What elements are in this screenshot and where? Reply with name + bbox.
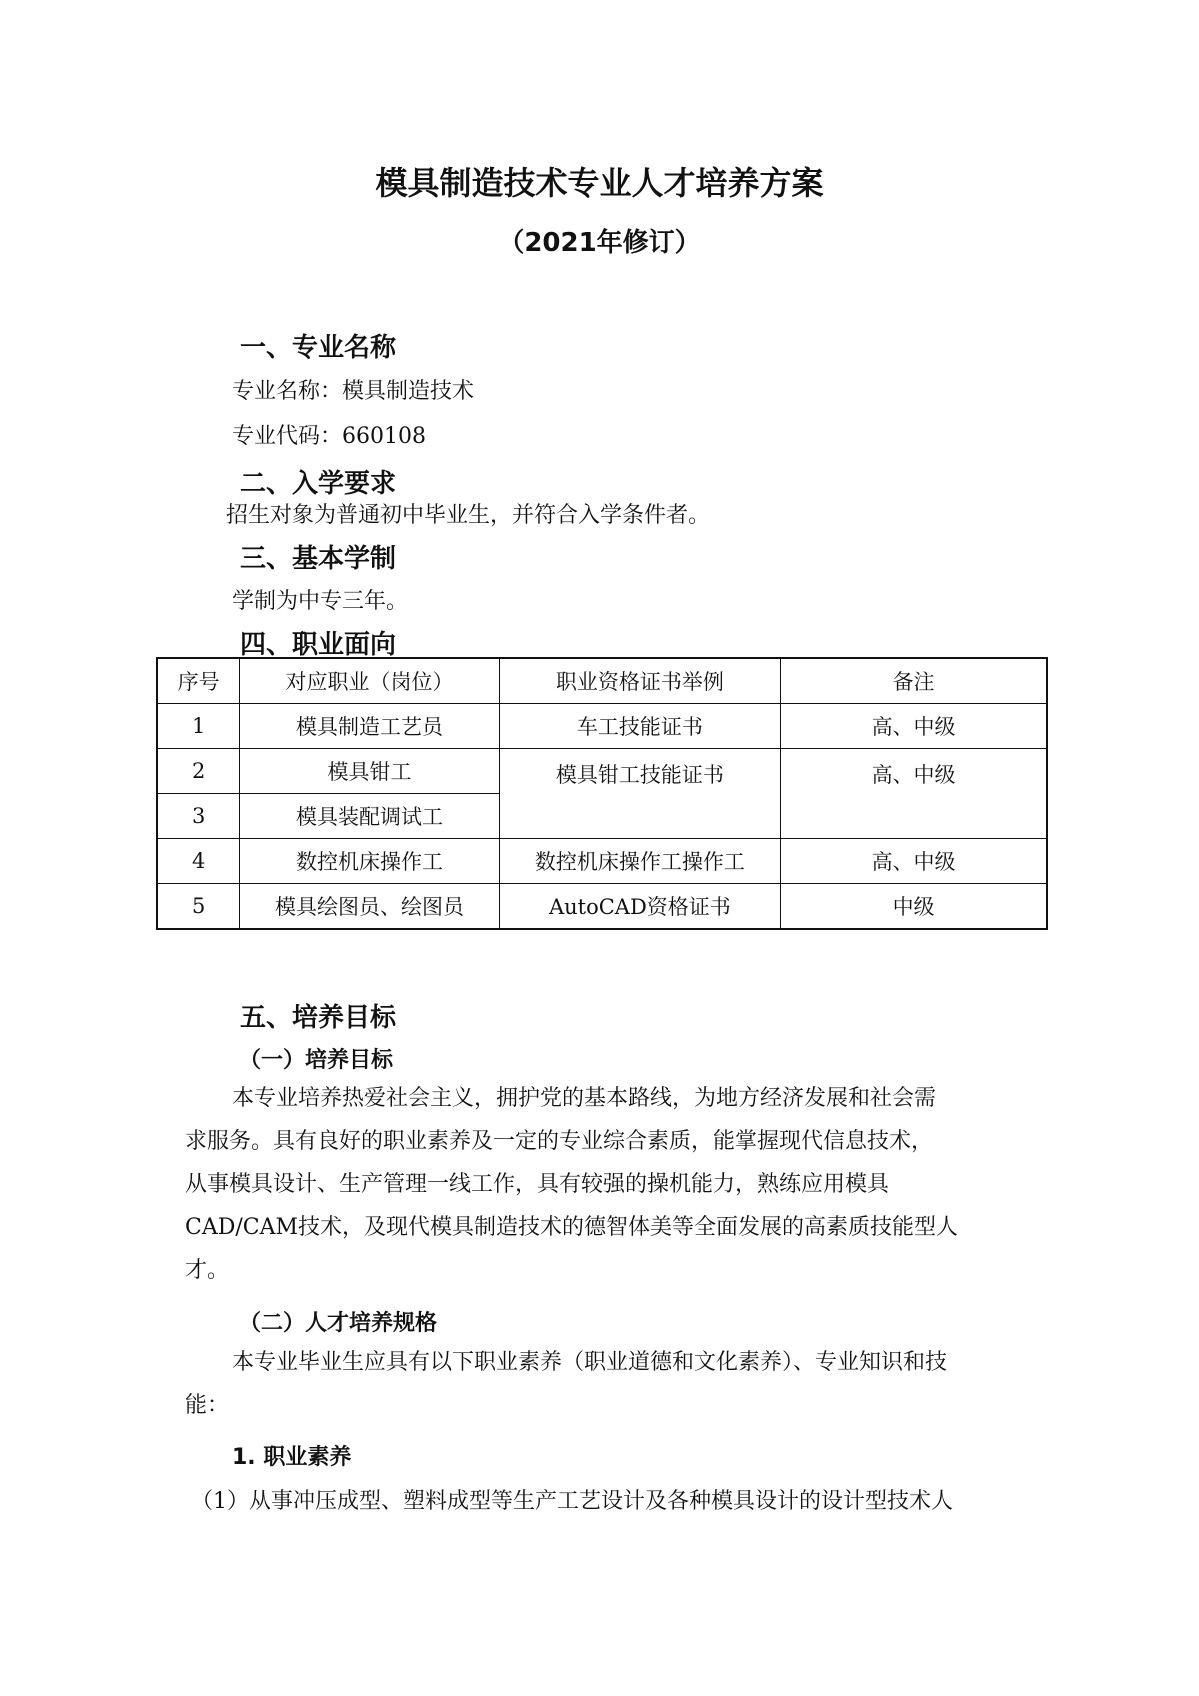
row-job: 模具制造工艺员 [240,704,499,749]
table-header-row [157,658,1047,704]
header-cert: 职业资格证书举例 [499,658,780,704]
row-note: 中级 [781,884,1047,930]
document-title: 模具制造技术专业人才培养方案 [375,164,824,202]
row-cert: 车工技能证书 [499,704,780,749]
subsection-heading-goals: （一）培养目标 [239,1048,394,1073]
row-job: 模具绘图员、绘图员 [240,884,499,930]
row-cert: AutoCAD资格证书 [499,884,780,930]
section-heading-duration: 三、基本学制 [240,544,397,574]
table-row [157,749,1047,794]
goals-paragraph [185,1077,1025,1292]
career-table [156,657,1048,930]
specs-paragraph [185,1341,1025,1427]
table-row [157,704,1047,749]
section-heading-career: 四、职业面向 [240,630,397,660]
row-no: 1 [157,704,240,749]
table-row [157,839,1047,884]
paragraph-line: 本专业培养热爱社会主义，拥护党的基本路线，为地方经济发展和社会需 [232,1086,937,1111]
item-heading-professionalism: 1. 职业素养 [232,1445,352,1470]
subsection-heading-specs: （二）人才培养规格 [239,1311,438,1336]
row-note: 高、中级 [781,749,1047,839]
row-job: 模具装配调试工 [240,794,499,839]
admission-text: 招生对象为普通初中毕业生，并符合入学条件者。 [226,503,711,528]
header-no: 序号 [157,658,240,704]
row-no: 2 [157,749,240,794]
row-no: 4 [157,839,240,884]
paragraph-line: 从事模具设计、生产管理一线工作，具有较强的操机能力，熟练应用模具 [185,1172,890,1197]
row-note: 高、中级 [781,839,1047,884]
header-job: 对应职业（岗位） [240,658,499,704]
row-job: 数控机床操作工 [240,839,499,884]
professionalism-item-text: （1）从事冲压成型、塑料成型等生产工艺设计及各种模具设计的设计型技术人 [191,1489,953,1514]
header-note: 备注 [781,658,1047,704]
row-job: 模具钳工 [240,749,499,794]
major-code-line: 专业代码：660108 [232,424,426,449]
section-heading-major-name: 一、专业名称 [240,333,397,363]
row-cert: 模具钳工技能证书 [499,749,780,839]
row-no: 3 [157,794,240,839]
paragraph-line: CAD/CAM技术，及现代模具制造技术的德智体美等全面发展的高素质技能型人 [185,1215,959,1240]
section-heading-admission: 二、入学要求 [240,469,397,499]
major-name-line: 专业名称：模具制造技术 [232,379,475,404]
section-heading-goals: 五、培养目标 [240,1003,397,1033]
paragraph-line: 才。 [185,1258,230,1283]
row-cert: 数控机床操作工操作工 [499,839,780,884]
row-no: 5 [157,884,240,930]
paragraph-line: 本专业毕业生应具有以下职业素养（职业道德和文化素养）、专业知识和技 [232,1350,948,1375]
row-note: 高、中级 [781,704,1047,749]
duration-text: 学制为中专三年。 [232,589,409,614]
table-row [157,884,1047,930]
paragraph-line: 求服务。具有良好的职业素养及一定的专业综合素质，能掌握现代信息技术， [185,1129,934,1154]
paragraph-line: 能： [185,1393,230,1418]
document-subtitle: （2021年修订） [498,228,701,258]
